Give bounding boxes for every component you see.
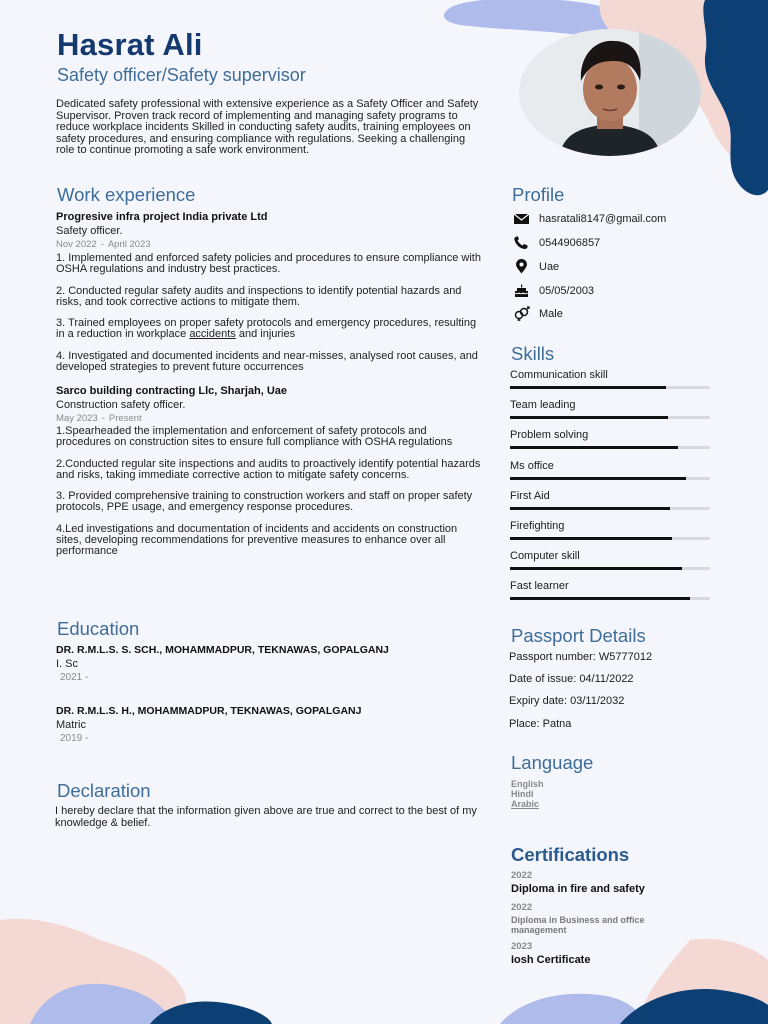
skill-level-bar bbox=[510, 446, 710, 449]
certifications-heading: Certifications bbox=[511, 844, 630, 865]
skill-label: Firefighting bbox=[510, 520, 565, 532]
job-bullet bbox=[56, 318, 484, 341]
candidate-name: Hasrat Ali bbox=[57, 27, 203, 62]
job-role: Safety officer. bbox=[56, 225, 123, 237]
envelope-icon bbox=[513, 211, 530, 226]
job-bullet-text: 3. Trained employees on proper safety protocols and emergency procedures, resulting in a reduction in workplace bbox=[56, 317, 477, 341]
education-school: DR. R.M.L.S. S. SCH., MOHAMMADPUR, TEKNAWAS, GOPALGANJ bbox=[56, 644, 389, 656]
skill-level-fill bbox=[510, 416, 668, 419]
job-end-date: April 2023 bbox=[107, 239, 151, 250]
job-employer: Sarco building contracting Llc, Sharjah, Uae bbox=[56, 385, 288, 397]
job-bullet: 3. Provided comprehensive training to construction workers and staff on proper safety protocols, PPE usage, and emergency response procedures. bbox=[56, 490, 473, 514]
job-bullet: 2. Conducted regular safety audits and inspections to identify potential hazards and risks, and took corrective actions to mitigate them. bbox=[56, 284, 462, 308]
education-school: DR. R.M.L.S. H., MOHAMMADPUR, TEKNAWAS, GOPALGANJ bbox=[56, 705, 362, 717]
skill-level-fill bbox=[510, 567, 682, 570]
skill-level-fill bbox=[510, 507, 670, 510]
language-item: Arabic bbox=[511, 799, 540, 809]
skill-label: Communication skill bbox=[510, 369, 608, 381]
work-experience-heading: Work experience bbox=[57, 184, 196, 205]
profile-birthdate bbox=[513, 283, 594, 298]
skill-level-bar bbox=[510, 386, 710, 389]
skill-item bbox=[510, 520, 710, 540]
skill-item bbox=[510, 399, 710, 419]
language-heading: Language bbox=[511, 752, 594, 773]
language-item: English bbox=[511, 779, 544, 789]
skill-label: First Aid bbox=[510, 489, 550, 502]
skills-heading: Skills bbox=[511, 343, 555, 364]
gender-icon bbox=[513, 306, 530, 321]
certification-year: 2023 bbox=[511, 941, 533, 952]
education-entry bbox=[56, 643, 484, 685]
job-role: Construction safety officer. bbox=[56, 399, 186, 411]
language-item: Hindi bbox=[511, 789, 534, 799]
profile-photo bbox=[519, 29, 701, 156]
job-start-date: Nov 2022 bbox=[56, 239, 97, 250]
skill-level-bar bbox=[510, 567, 710, 570]
skill-label: Fast learner bbox=[510, 580, 569, 593]
location-pin-icon bbox=[513, 259, 530, 274]
skill-item bbox=[510, 369, 710, 389]
skill-label: Team leading bbox=[510, 399, 576, 412]
birthday-cake-icon bbox=[513, 283, 530, 298]
job-dates: May 2023 - Present bbox=[56, 413, 142, 424]
job-bullet: 4.Led investigations and documentation of incidents and accidents on construction sites, developing recommendations for preventive measures to enhance over all performance bbox=[56, 522, 458, 558]
job-bullet: 1.Spearheaded the implementation and enforcement of safety protocols and procedures on construction sites to ensure full compliance with OSHA regulations bbox=[56, 425, 453, 449]
passport-heading: Passport Details bbox=[511, 625, 646, 646]
skill-label: Computer skill bbox=[510, 550, 580, 563]
skill-level-fill bbox=[510, 477, 686, 480]
certification-name: Iosh Certificate bbox=[511, 954, 591, 966]
job-start-date: May 2023 bbox=[56, 413, 98, 424]
passport-place: Place: Patna bbox=[509, 718, 572, 730]
education-year: 2019 - bbox=[60, 733, 89, 744]
skill-level-bar bbox=[510, 416, 710, 419]
passport-number: Passport number: W5777012 bbox=[509, 651, 653, 663]
phone-icon bbox=[513, 235, 530, 250]
certification-name: Diploma in Business and office management bbox=[511, 915, 645, 935]
profile-heading: Profile bbox=[512, 184, 565, 205]
skill-level-fill bbox=[510, 386, 666, 389]
skill-level-bar bbox=[510, 597, 710, 600]
education-year: 2021 - bbox=[60, 672, 89, 683]
profile-location bbox=[513, 259, 559, 274]
job-employer: Progresive infra project India private Ltd bbox=[56, 211, 268, 223]
skill-level-fill bbox=[510, 446, 678, 449]
job-end-date: Present bbox=[108, 413, 142, 424]
profile-location-value: Uae bbox=[539, 260, 560, 273]
education-degree: I. Sc bbox=[56, 658, 79, 670]
profile-email bbox=[513, 211, 666, 226]
skill-item bbox=[510, 550, 710, 570]
passport-issue-date: Date of issue: 04/11/2022 bbox=[509, 673, 634, 685]
certification-year: 2022 bbox=[511, 870, 533, 881]
skill-item bbox=[510, 460, 710, 480]
job-bullet-underlined: accidents bbox=[189, 328, 236, 341]
skill-item bbox=[510, 490, 710, 510]
job-dates: Nov 2022 - April 2023 bbox=[56, 239, 151, 250]
declaration-text: I hereby declare that the information given above are true and correct to the best of my knowledge & belief. bbox=[55, 805, 477, 829]
skill-item bbox=[510, 429, 710, 449]
job-entry bbox=[56, 384, 484, 568]
job-bullet: 1. Implemented and enforced safety policies and procedures to ensure compliance with OSHA regulations and industry best practices. bbox=[56, 252, 481, 276]
skill-item bbox=[510, 580, 710, 600]
skill-level-bar bbox=[510, 537, 710, 540]
skill-label: Problem solving bbox=[510, 429, 589, 442]
declaration-heading: Declaration bbox=[57, 780, 151, 801]
job-title: Safety officer/Safety supervisor bbox=[57, 65, 306, 85]
certification-name: Diploma in fire and safety bbox=[511, 883, 645, 895]
skill-level-fill bbox=[510, 597, 690, 600]
professional-summary: Dedicated safety professional with extensive experience as a Safety Officer and Safety Supervisor. Proven track record of implementing and managing safety programs to reduce workplace incidents Skilled in conducting safety audits, training employees on safety procedures, and ensuring compliance with regulations. Seeking a challenging role to continue promoting a safe work environment. bbox=[56, 98, 479, 156]
certification-year: 2022 bbox=[511, 902, 533, 913]
skill-level-bar bbox=[510, 507, 710, 510]
profile-birthdate-value: 05/05/2003 bbox=[539, 284, 595, 297]
job-bullet: 4. Investigated and documented incidents and near-misses, analysed root causes, and developed strategies to prevent future occurrences bbox=[56, 349, 478, 374]
profile-email-value: hasratali8147@gmail.com bbox=[539, 212, 667, 225]
skill-label: Ms office bbox=[510, 459, 554, 472]
job-bullet-text: and injuries bbox=[238, 328, 296, 341]
skill-level-bar bbox=[510, 477, 710, 480]
profile-phone bbox=[513, 235, 600, 250]
job-bullet: 2.Conducted regular site inspections and audits to proactively identify potential hazards and risks, taking immediate corrective action to mitigate safety concerns. bbox=[56, 457, 481, 481]
skill-level-fill bbox=[510, 537, 672, 540]
education-entry bbox=[56, 704, 484, 746]
profile-gender bbox=[513, 306, 563, 321]
education-heading: Education bbox=[57, 618, 140, 639]
profile-gender-value: Male bbox=[539, 307, 563, 320]
education-degree: Matric bbox=[56, 719, 86, 731]
passport-expiry-date: Expiry date: 03/11/2032 bbox=[509, 695, 625, 707]
job-entry bbox=[56, 210, 484, 383]
profile-phone-value: 0544906857 bbox=[539, 236, 601, 249]
